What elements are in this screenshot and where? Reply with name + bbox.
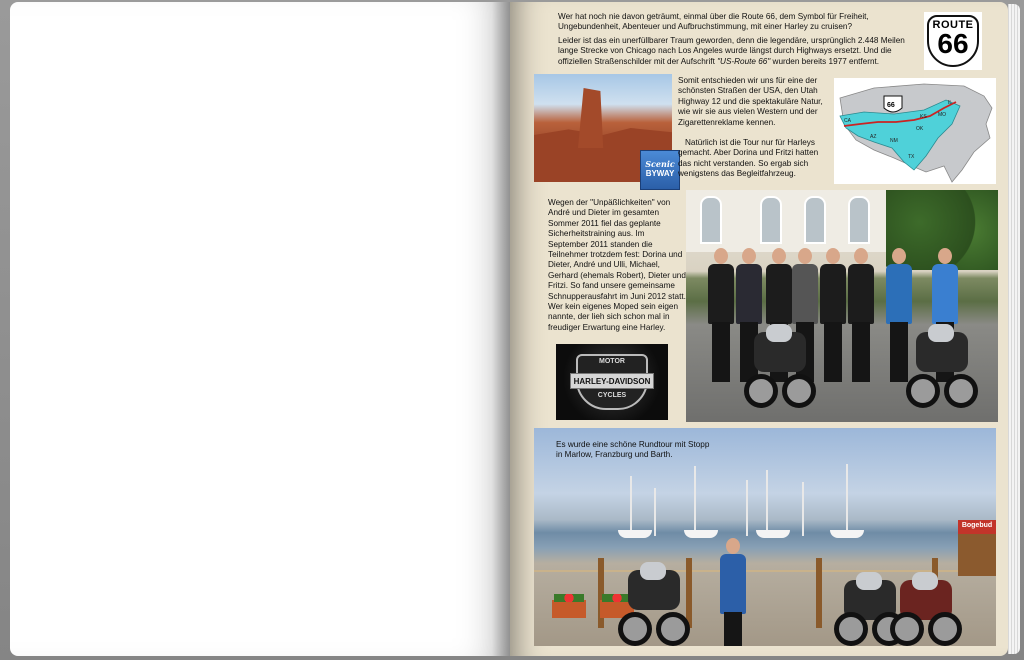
boat-mast: [766, 470, 768, 536]
building-window: [700, 196, 722, 244]
sail-boat: [684, 530, 718, 538]
scenic-byway-badge: [640, 150, 680, 190]
intro-p2-part-a: Leider ist das ein unerfüllbarer Traum geworden, denn die legendäre, ursprünglich 2.448 Meilen lange Strecke von Chicago nach Los Angeles wurde längst durch Highways ersetzt. Und die offiziellen Straßenschilder mit der Aufschrift: [558, 35, 905, 66]
person-figure: [820, 248, 846, 382]
state-label-ca: CA: [844, 118, 851, 124]
boat-mast: [846, 464, 848, 536]
mid-paragraph-2: Natürlich ist die Tour nur für Harleys gemacht. Aber Dorina und Fritzi hatten das nicht verstanden. So ergab sich wenigstens das Begleitfahrzeug.: [678, 138, 819, 179]
intro-paragraph-1: Wer hat noch nie davon geträumt, einmal über die Route 66, dem Symbol für Freiheit, Ungebundenheit, Abenteuer und Aufbruchstimmung, mit einer Harley zu cruisen?: [558, 12, 869, 32]
hd-logo-bottom: CYCLES: [597, 392, 627, 399]
harbor-photo: [534, 428, 996, 646]
boat-mast: [654, 488, 656, 536]
left-page-blank[interactable]: [10, 2, 510, 656]
byway-line-2: BYWAY: [645, 169, 675, 178]
boat-mast: [694, 466, 696, 536]
person-figure: [848, 248, 874, 382]
state-label-mo: MO: [938, 112, 947, 118]
motorcycle: [618, 548, 690, 646]
route-66-shield-icon: [927, 15, 979, 67]
person-figure: [720, 538, 746, 646]
person-figure: [708, 248, 734, 382]
wooden-post: [816, 558, 822, 628]
route-sign-number: 66: [937, 28, 969, 59]
motorcycle: [890, 558, 962, 646]
page-stack-edge: [1008, 4, 1020, 654]
sail-boat: [830, 530, 864, 538]
motorcycle: [744, 310, 816, 410]
building-window: [804, 196, 826, 244]
boat-mast: [802, 482, 804, 536]
byway-line-1: Scenic: [645, 159, 675, 169]
state-label-ks: KS: [920, 114, 927, 120]
boat-mast: [630, 476, 632, 536]
map-shield-number: 66: [887, 102, 895, 109]
hd-logo-top: MOTOR: [599, 358, 625, 365]
sail-boat: [756, 530, 790, 538]
sail-boat: [618, 530, 652, 538]
kiosk-label: Bogebud: [961, 522, 993, 529]
intro-p2-route-quote: "US-Route 66": [717, 56, 771, 66]
right-page[interactable]: [510, 2, 1008, 656]
harbor-kiosk: [958, 520, 996, 576]
route-66-sign-image: [924, 12, 982, 70]
harley-davidson-logo: [556, 344, 668, 420]
hd-logo-band: HARLEY-DAVIDSON: [570, 373, 654, 389]
building-window: [760, 196, 782, 244]
intro-paragraph-2: [558, 36, 916, 67]
us-map-svg: [834, 78, 996, 184]
butte-shape: [578, 88, 606, 148]
intro-text: [558, 12, 916, 70]
building-window: [848, 196, 870, 244]
mid-paragraph-1: Somit entschieden wir uns für eine der schönsten Straßen der USA, den Utah Highway 12 und die spektakuläre Natur, wie wir sie aus vielen Western und der Zigarettenreklame kennen.: [678, 76, 823, 127]
route-sign-top-text: ROUTE: [932, 19, 974, 31]
harbor-caption: Es wurde eine schöne Rundtour mit Stopp in Marlow, Franzburg und Barth.: [556, 440, 710, 460]
state-label-nm: NM: [890, 138, 898, 144]
boat-mast: [746, 480, 748, 536]
us-route-map: [834, 78, 996, 184]
story-text: Wegen der "Unpäßlichkeiten" von André und Dieter im gesamten Sommer 2011 fiel das geplante Sicherheitstraining aus. Im September 2011 standen die Teilnehmer trotzdem fest: Dorina und Dieter, André und Ulli, Michael, Gerhard (ehemals Robert), Dieter und Fritzi. So fand unsere gemeinsame Schnupperausfahrt im Juni 2012 statt. Wer kein eigenes Moped sein eigen nannte, der lieh sich schon mal in freudiger Erwartung eine Harley.: [548, 198, 686, 332]
group-photo-bikers: [686, 190, 998, 422]
state-label-il: IL: [948, 100, 953, 106]
state-label-ok: OK: [916, 126, 924, 132]
building-background: [686, 190, 896, 252]
intro-p2-part-c: wurden bereits 1977 entfernt.: [770, 56, 880, 66]
flower-box: [552, 600, 586, 618]
state-label-az: AZ: [870, 134, 877, 140]
motorcycle: [906, 310, 978, 410]
highway-12-text: [678, 76, 828, 190]
state-label-tx: TX: [908, 154, 915, 160]
